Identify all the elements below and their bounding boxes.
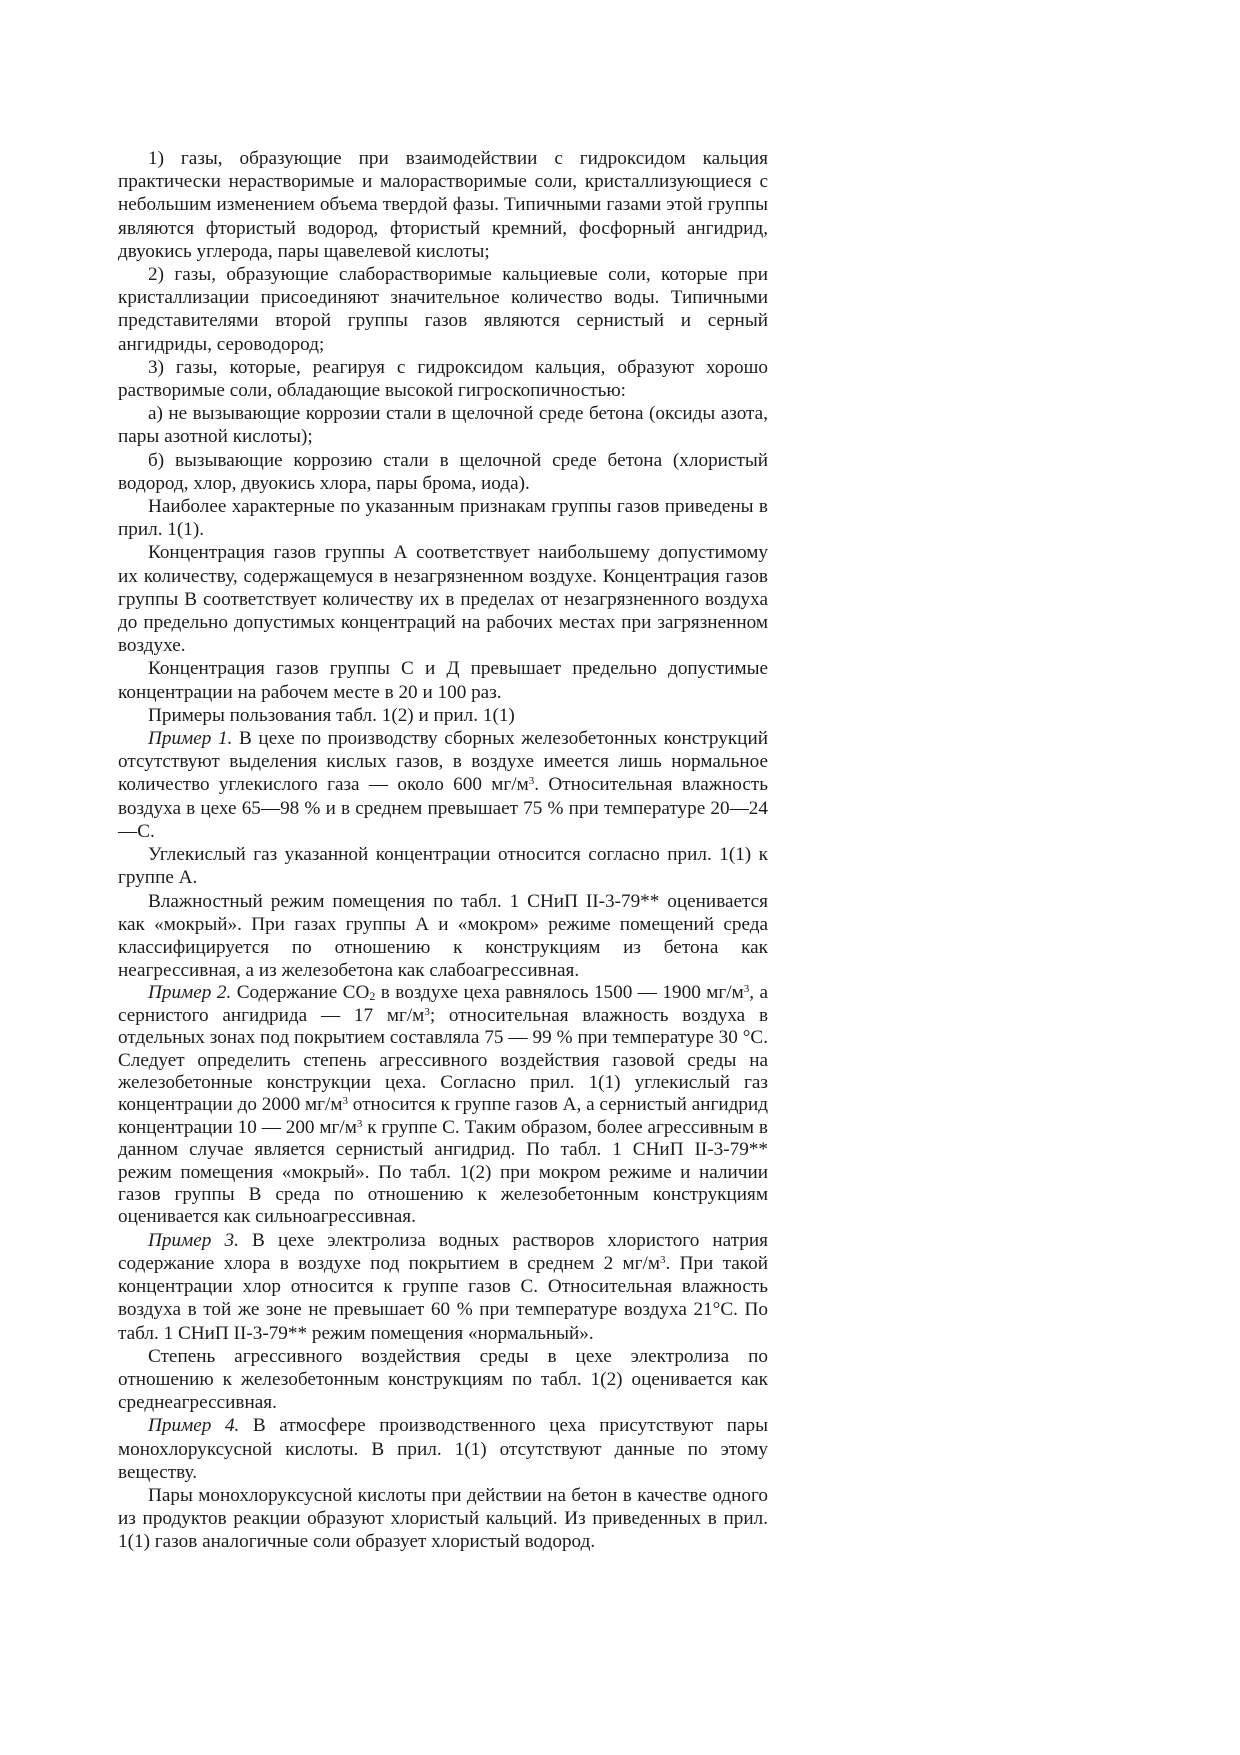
example-3-text-a: В цехе электролиза водных растворов хлористого натрия содержание хлора в воздухе под покрытием в среднем 2 мг/м [118,1229,768,1274]
example-1-label: Пример 1. [148,728,233,750]
example-2-sup-1: 3 [743,983,750,996]
paragraph-characteristic-groups: Наиболее характерные по указанным признакам группы газов приведены в прил. 1(1). [118,496,768,541]
example-2-sup-2: 3 [424,1005,430,1018]
example-4-text: В атмосфере производственного цеха присутствуют пары монохлоруксусной кислоты. В прил. 1(1) отсутствуют данные по этому веществу. [118,1415,768,1483]
paragraph-concentration-c-d: Концентрация газов группы С и Д превышает предельно допустимые концентрации на рабочем месте в 20 и 100 раз. [118,658,768,703]
paragraph-monochloroacetic: Пары монохлоруксусной кислоты при действии на бетон в качестве одного из продуктов реакции образуют хлористый кальций. Из приведенных в прил. 1(1) газов аналогичные соли образует хлористый водород. [118,1485,768,1553]
paragraph-example-1 [118,727,768,843]
paragraph-subgroup-a: а) не вызывающие коррозии стали в щелочной среде бетона (оксиды азота, пары азотной кислоты); [118,403,768,448]
paragraph-example-4 [118,1414,768,1484]
example-2-text-2: в воздухе цеха равнялось 1500 — 1900 мг/м [375,982,744,1004]
example-3-sup: 3 [660,1253,666,1266]
example-2-sup-4: 3 [356,1117,363,1130]
example-3-text-b: . При такой концентрации хлор относится к группе газов С. Относительная влажность воздуха в той же зоне не превышает 60 % при температуре воздуха 21°С. По табл. 1 СНиП II-3-79** режим помещения «нормальный». [118,1252,768,1344]
paragraph-gas-group-2: 2) газы, образующие слаборастворимые кальциевые соли, которые при кристаллизации присоединяют значительное количество воды. Типичными представителями второй группы газов являются сернистый и серный ангидриды, сероводород; [118,264,768,355]
paragraph-electrolysis-degree: Степень агрессивного воздействия среды в цехе электролиза по отношению к железобетонным конструкциям по табл. 1(2) оценивается как среднеагрессивная. [118,1345,768,1414]
paragraph-example-2 [118,982,768,1228]
example-2-text-5: относится к группе газов А, а сернистый ангидрид концентрации 10 — 200 мг/м [118,1094,769,1138]
example-1-text-a: В цехе по производству сборных железобетонных конструкций отсутствуют выделения кислых газов, в воздухе имеется лишь нормальное количество углекислого газа — около 600 мг/м [118,728,768,796]
paragraph-gas-group-1: 1) газы, образующие при взаимодействии с гидроксидом кальция практически нерастворимые и малорастворимые соли, кристаллизующиеся с небольшим изменением объема твердой фазы. Типичными газами этой группы являются фтористый водород, фтористый кремний, фосфорный ангидрид, двуокись углерода, пары щавелевой кислоты; [118,148,768,262]
example-2-label: Пример 2. [148,982,232,1004]
example-2-text-1: Содержание CO [231,982,370,1004]
example-2-text-4: ; относительная влажность воздуха в отдельных зонах под покрытием составляла 75 — 99 % при температуре 30 °С. Следует определить степень агрессивного воздействия газовой среды на железобетонные конструкции цеха. Согласно прил. 1(1) углекислый газ концентрации до 2000 мг/м [118,1004,768,1116]
example-2-sub: 2 [369,989,376,1004]
paragraph-subgroup-b: б) вызывающие коррозию стали в щелочной среде бетона (хлористый водород, хлор, двуокись хлора, пары брома, иода). [118,449,768,494]
document-page [118,147,768,1554]
example-1-sup: 3 [528,775,535,788]
example-2-text-6: к группе С. Таким образом, более агрессивным в данном случае является сернистый ангидрид. По табл. 1 СНиП II-3-79** режим помещения «мокрый». По табл. 1(2) при мокром режиме и наличии газов группы В среда по отношению к железобетонным конструкциям оценивается как сильноагрессивная. [118,1116,768,1228]
paragraph-humidity-regime: Влажностный режим помещения по табл. 1 СНиП II-3-79** оценивается как «мокрый». При газах группы А и «мокром» режиме помещений среда классифицируется по отношению к конструкциям из бетона как неагрессивная, а из железобетона как слабоагрессивная. [118,890,768,982]
example-3-label: Пример 3. [148,1229,239,1251]
example-1-text-b: . Относительная влажность воздуха в цехе 65—98 % и в среднем превышает 75 % при температуре 20—24 —С. [118,774,768,842]
paragraph-example-3 [118,1229,768,1345]
example-4-label: Пример 4. [148,1415,240,1437]
paragraph-co2-group: Углекислый газ указанной концентрации относится согласно прил. 1(1) к группе А. [118,844,768,889]
example-2-sup-3: 3 [342,1095,348,1108]
example-2-text-3: , а сернистого ангидрида — 17 мг/м [118,982,768,1026]
paragraph-examples-heading: Примеры пользования табл. 1(2) и прил. 1(1) [148,704,515,726]
paragraph-gas-group-3: 3) газы, которые, реагируя с гидроксидом кальция, образуют хорошо растворимые соли, обладающие высокой гигроскопичностью: [118,356,768,402]
paragraph-concentration-a-b: Концентрация газов группы А соответствует наибольшему допустимому их количеству, содержащемуся в незагрязненном воздухе. Концентрация газов группы В соответствует количеству их в пределах от незагрязненного воздуха до предельно допустимых концентраций на рабочих местах при загрязненном воздухе. [118,542,768,657]
